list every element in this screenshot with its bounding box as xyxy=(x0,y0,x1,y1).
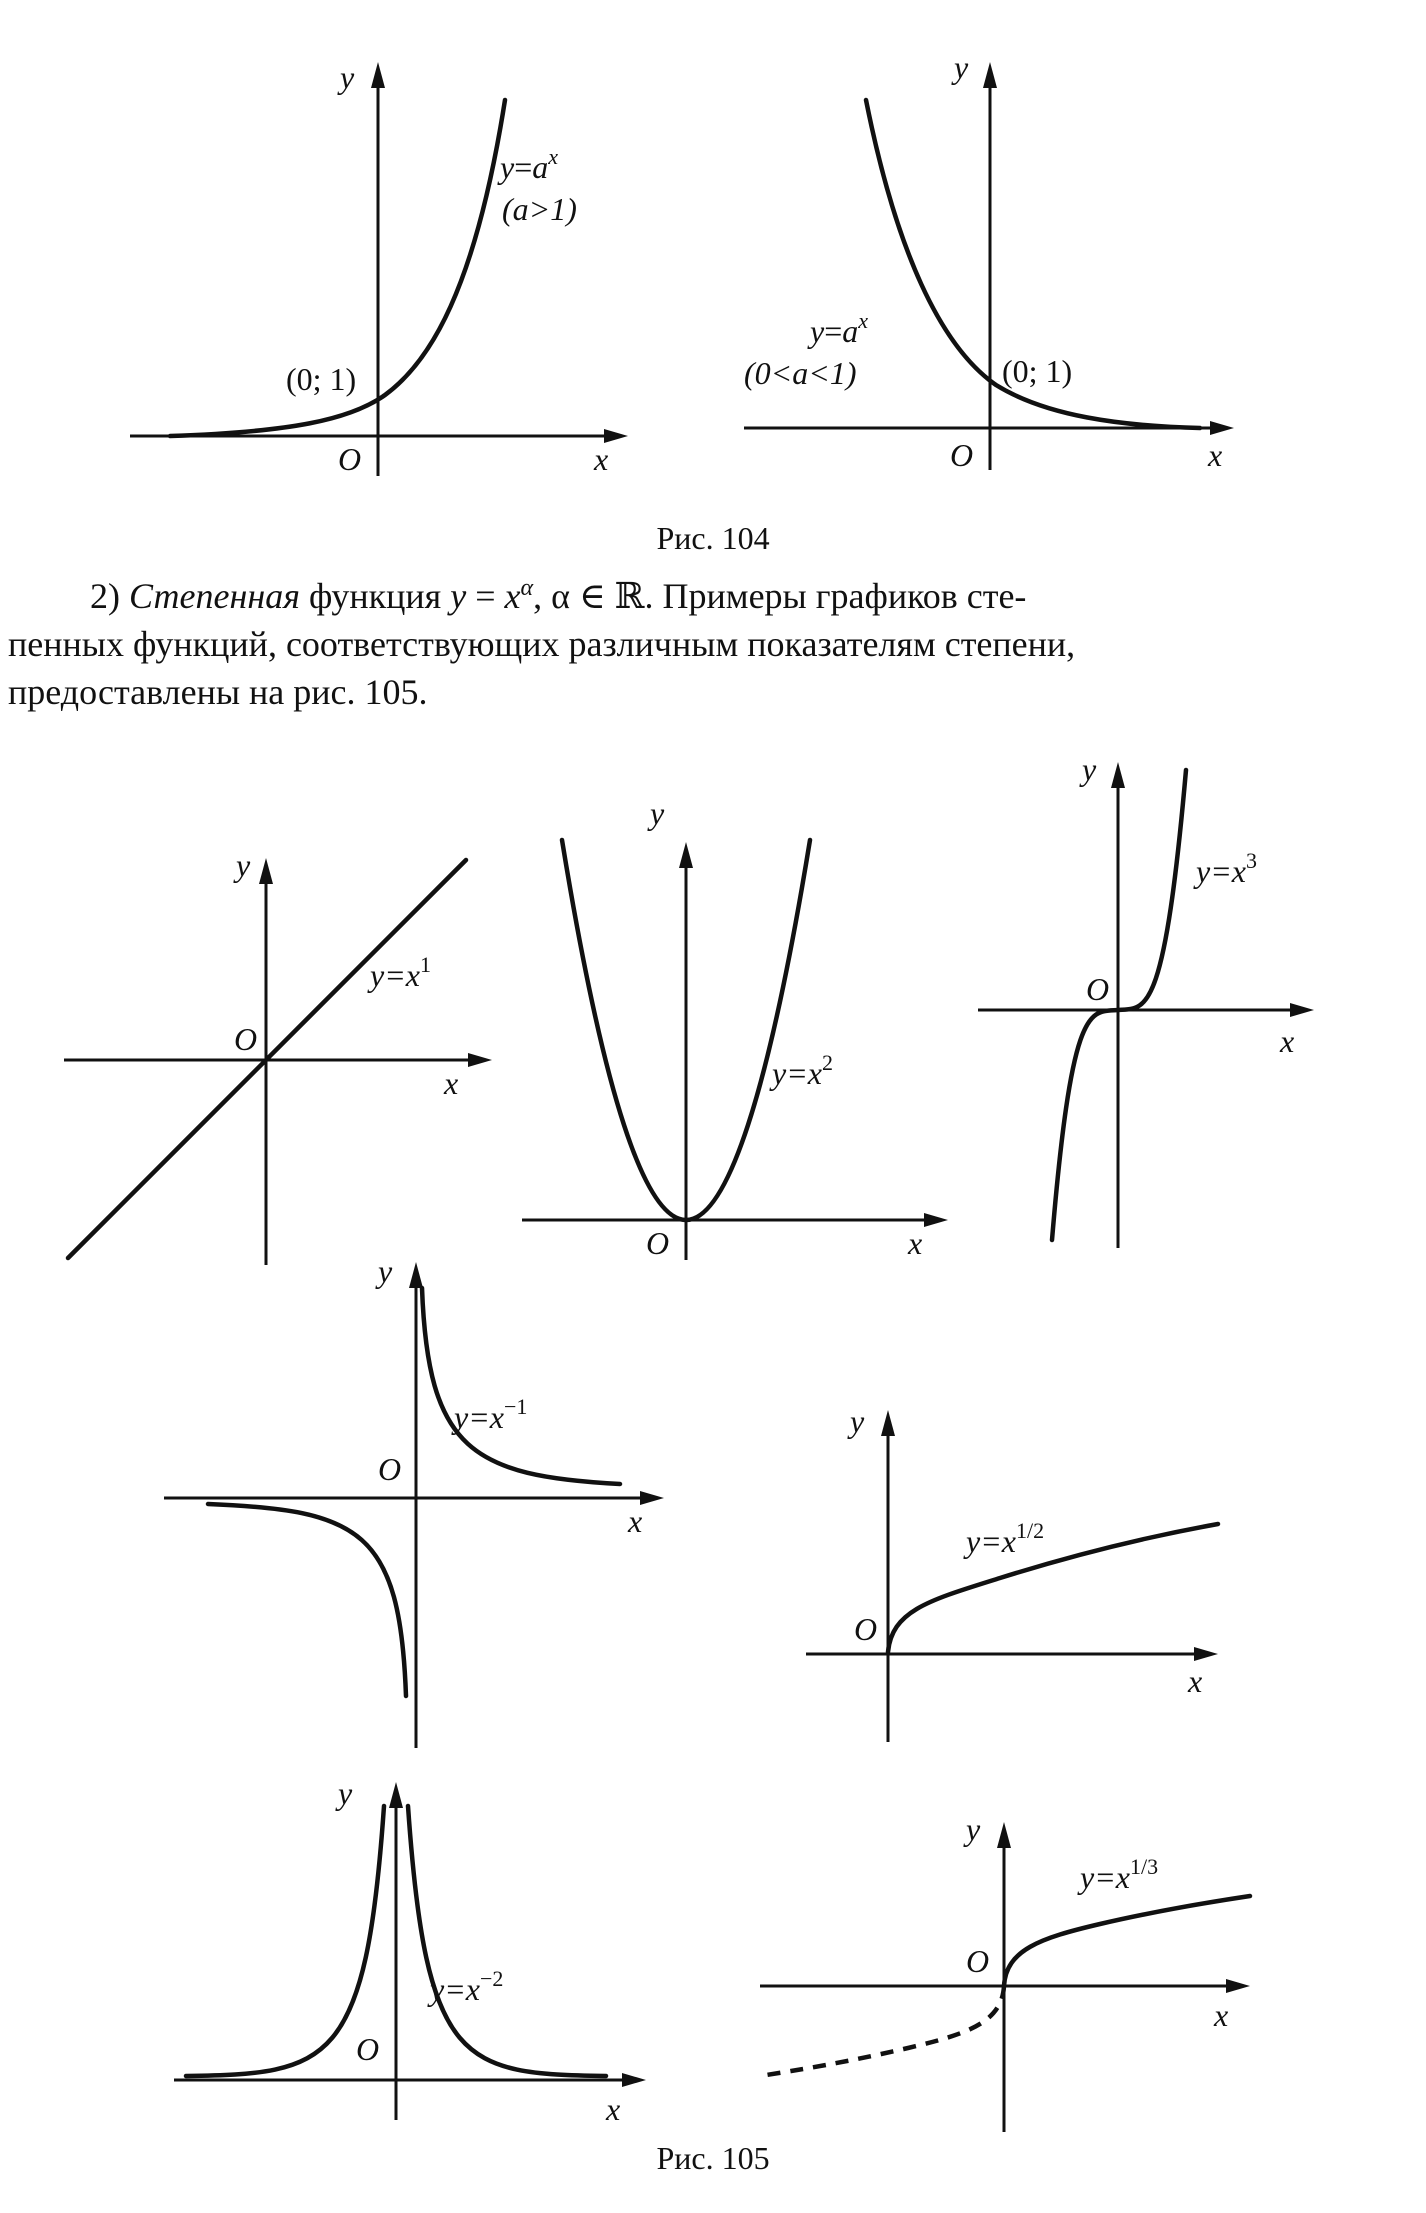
y-axis-label: y xyxy=(850,1403,865,1439)
fig104-caption: Рис. 104 xyxy=(656,520,770,556)
paragraph xyxy=(8,572,1380,716)
origin-label: O xyxy=(356,2031,380,2067)
origin-label: O xyxy=(338,441,362,477)
y-axis xyxy=(371,62,385,476)
x-axis-label: x xyxy=(908,1225,923,1261)
x-axis-label: x xyxy=(606,2091,621,2127)
y-axis-label: y xyxy=(338,1775,353,1811)
x-axis-arrow-icon xyxy=(1226,1979,1250,1993)
origin-label: O xyxy=(234,1021,258,1057)
fig105-graph-power-3 xyxy=(960,740,1360,1260)
x-axis-label: x xyxy=(594,441,609,477)
fig105-graph-power-1 xyxy=(40,820,500,1280)
equation-label: $y=x^3$ xyxy=(1196,848,1257,889)
curve-hyperbola-right xyxy=(422,1288,620,1484)
x-axis-label: x xyxy=(1214,1997,1229,2033)
y-axis-arrow-icon xyxy=(1111,762,1125,788)
x-axis-arrow-icon xyxy=(1210,421,1234,435)
condition-label: (a>1) xyxy=(502,191,577,227)
point-label: (0; 1) xyxy=(1002,353,1073,389)
equation-label: $y=x^{-1}$ xyxy=(454,1394,528,1435)
origin-label: O xyxy=(1086,971,1110,1007)
y-axis-label: y xyxy=(650,795,665,831)
fig104-left-graph xyxy=(0,0,700,520)
y-axis-arrow-icon xyxy=(371,62,385,88)
paragraph-line-3: предоставлены на рис. 105. xyxy=(8,672,428,712)
x-axis-arrow-icon xyxy=(622,2073,646,2087)
x-axis-label: x xyxy=(444,1065,459,1101)
y-axis-arrow-icon xyxy=(997,1822,1011,1848)
paragraph-line-2: пенных функций, соответствующих различным показателям степени, xyxy=(8,624,1076,664)
origin-label: O xyxy=(646,1225,670,1261)
fig105-caption: Рис. 105 xyxy=(656,2140,770,2176)
y-axis-arrow-icon xyxy=(389,1782,403,1808)
y-axis-arrow-icon xyxy=(679,842,693,868)
equation-label: $y=x^{1/2}$ xyxy=(966,1518,1045,1559)
fig104-right-graph xyxy=(700,0,1426,520)
curve-right-branch xyxy=(408,1806,606,2076)
x-axis-arrow-icon xyxy=(924,1213,948,1227)
y-axis-label: y xyxy=(1082,751,1097,787)
fig105-graph-power-1-3 xyxy=(740,1800,1300,2140)
y-axis-label: y xyxy=(378,1253,393,1289)
x-axis-label: x xyxy=(1208,437,1223,473)
condition-label: (0<a<1) xyxy=(744,355,857,391)
point-label: (0; 1) xyxy=(286,361,357,397)
curve-hyperbola-left xyxy=(208,1504,406,1696)
y-axis-arrow-icon xyxy=(881,1410,895,1436)
x-axis-label: x xyxy=(1188,1663,1203,1699)
y-axis-label: y xyxy=(340,59,355,95)
paragraph-line-1: 2) Степенная функция $y = x^\alpha$, α ∈ ℝ. Примеры графиков сте- xyxy=(90,575,1027,616)
equation-label: $y=a^x$ xyxy=(810,308,869,349)
origin-label: O xyxy=(950,437,974,473)
origin-label: O xyxy=(378,1451,402,1487)
y-axis-label: y xyxy=(966,1811,981,1847)
x-axis-label: x xyxy=(1280,1023,1295,1059)
curve-cube-root xyxy=(1004,1896,1250,1986)
equation-label: $y=x^1$ xyxy=(370,952,431,993)
y-axis-arrow-icon xyxy=(259,858,273,884)
y-axis xyxy=(983,62,997,470)
curve-sqrt xyxy=(888,1524,1218,1652)
y-axis-arrow-icon xyxy=(983,62,997,88)
fig105-graph-power-minus-2 xyxy=(140,1760,700,2140)
x-axis-arrow-icon xyxy=(468,1053,492,1067)
curve-left-branch xyxy=(186,1806,384,2076)
equation-label: $y=x^{1/3}$ xyxy=(1080,1854,1159,1895)
fig105-graph-power-minus-1 xyxy=(160,1240,680,1760)
y-axis-label: y xyxy=(954,49,969,85)
equation-label: $y=a^x$ xyxy=(500,144,559,185)
x-axis-arrow-icon xyxy=(1290,1003,1314,1017)
equation-label: $y=x^2$ xyxy=(772,1050,833,1091)
equation-label: $y=x^{-2}$ xyxy=(430,1966,504,2007)
origin-label: O xyxy=(966,1943,990,1979)
x-axis-arrow-icon xyxy=(640,1491,664,1505)
fig105-graph-power-1-2 xyxy=(800,1380,1260,1760)
origin-label: O xyxy=(854,1611,878,1647)
y-axis-arrow-icon xyxy=(409,1262,423,1288)
curve-cube-root-dashed xyxy=(760,1986,1004,2076)
x-axis-label: x xyxy=(628,1503,643,1539)
x-axis-arrow-icon xyxy=(1194,1647,1218,1661)
y-axis-label: y xyxy=(236,847,251,883)
fig105-graph-power-2 xyxy=(500,780,960,1280)
